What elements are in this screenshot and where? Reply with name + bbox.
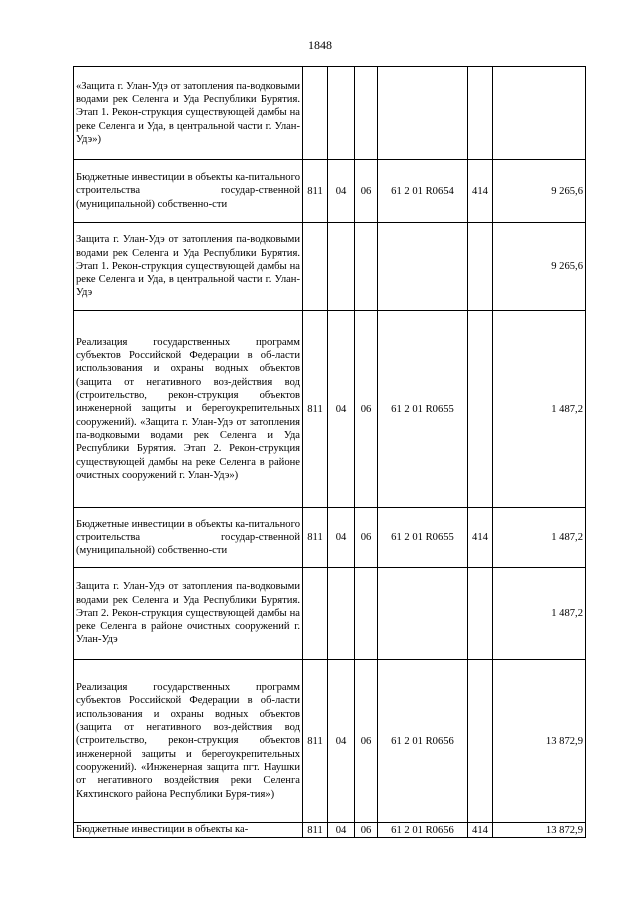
expense-type-cell: 414 xyxy=(468,508,493,568)
item-name-cell: Реализация государственных программ субъектов Российской Федерации в об-ласти использования и охраны водных объектов (защита от негативного воз-действия вод (строительство, рекон-струкция объектов инженерной защиты и берегоукрепительных сооружений). «Защита г. Улан-Удэ от затопления па-водковыми водами рек Селенга и Уда Республики Бурятия. Этап 2. Рекон-струкция существующей дамбы на реке Селенга в районе очистных сооружений г. Улан-Удэ») xyxy=(74,311,303,508)
target-article-cell xyxy=(378,67,468,160)
subsection-code-cell: 06 xyxy=(355,160,378,223)
expense-type-cell xyxy=(468,660,493,823)
table-row xyxy=(74,823,586,838)
section-code-cell xyxy=(328,568,355,660)
table-row xyxy=(74,568,586,660)
table-row xyxy=(74,311,586,508)
expense-type-cell: 414 xyxy=(468,160,493,223)
section-code-cell xyxy=(328,67,355,160)
amount-cell: 9 265,6 xyxy=(493,160,586,223)
amount-cell: 1 487,2 xyxy=(493,568,586,660)
item-name-cell: Защита г. Улан-Удэ от затопления па-водковыми водами рек Селенга и Уда Республики Бурятия. Этап 2. Рекон-струкция существующей дамбы на реке Селенга в районе очистных сооружений г. Улан-Удэ xyxy=(74,568,303,660)
subsection-code-cell: 06 xyxy=(355,311,378,508)
expense-type-cell xyxy=(468,568,493,660)
amount-cell: 9 265,6 xyxy=(493,223,586,311)
subsection-code-cell xyxy=(355,223,378,311)
target-article-cell: 61 2 01 R0656 xyxy=(378,660,468,823)
ministry-code-cell: 811 xyxy=(303,311,328,508)
section-code-cell: 04 xyxy=(328,311,355,508)
item-name-cell: Реализация государственных программ субъектов Российской Федерации в об-ласти использования и охраны водных объектов (защита от негативного воз-действия вод (строительство, рекон-струкция объектов инженерной защиты и берегоукрепительных сооружений). «Инженерная защита пгт. Наушки от негативного воздействия реки Селенга Кяхтинского района Республики Буря-тия») xyxy=(74,660,303,823)
table-row xyxy=(74,660,586,823)
amount-cell: 1 487,2 xyxy=(493,311,586,508)
ministry-code-cell: 811 xyxy=(303,508,328,568)
ministry-code-cell: 811 xyxy=(303,160,328,223)
table-row xyxy=(74,160,586,223)
section-code-cell: 04 xyxy=(328,508,355,568)
expense-type-cell xyxy=(468,67,493,160)
ministry-code-cell xyxy=(303,568,328,660)
section-code-cell xyxy=(328,223,355,311)
section-code-cell: 04 xyxy=(328,160,355,223)
ministry-code-cell xyxy=(303,223,328,311)
item-name-cell: Бюджетные инвестиции в объекты ка-питального строительства государ-ственной (муниципальной) собственно-сти xyxy=(74,160,303,223)
amount-cell: 13 872,9 xyxy=(493,823,586,838)
page-number: 1848 xyxy=(308,38,332,52)
expense-type-cell xyxy=(468,311,493,508)
table-row xyxy=(74,508,586,568)
amount-cell: 1 487,2 xyxy=(493,508,586,568)
subsection-code-cell: 06 xyxy=(355,508,378,568)
expense-type-cell: 414 xyxy=(468,823,493,838)
ministry-code-cell xyxy=(303,67,328,160)
table-row xyxy=(74,223,586,311)
ministry-code-cell: 811 xyxy=(303,660,328,823)
ministry-code-cell: 811 xyxy=(303,823,328,838)
expense-type-cell xyxy=(468,223,493,311)
subsection-code-cell xyxy=(355,568,378,660)
target-article-cell: 61 2 01 R0656 xyxy=(378,823,468,838)
item-name-cell: Бюджетные инвестиции в объекты ка-питального строительства государ-ственной (муниципальной) собственно-сти xyxy=(74,508,303,568)
target-article-cell: 61 2 01 R0655 xyxy=(378,508,468,568)
subsection-code-cell: 06 xyxy=(355,660,378,823)
target-article-cell xyxy=(378,568,468,660)
section-code-cell: 04 xyxy=(328,660,355,823)
subsection-code-cell xyxy=(355,67,378,160)
target-article-cell: 61 2 01 R0655 xyxy=(378,311,468,508)
item-name-cell: Защита г. Улан-Удэ от затопления па-водковыми водами рек Селенга и Уда Республики Бурятия. Этап 1. Рекон-струкция существующей дамбы на реке Селенга и Уда, в центральной части г. Улан-Удэ xyxy=(74,223,303,311)
table-row xyxy=(74,67,586,160)
target-article-cell: 61 2 01 R0654 xyxy=(378,160,468,223)
amount-cell xyxy=(493,67,586,160)
target-article-cell xyxy=(378,223,468,311)
item-name-cell: Бюджетные инвестиции в объекты ка- xyxy=(74,823,303,838)
budget-table xyxy=(73,66,586,838)
section-code-cell: 04 xyxy=(328,823,355,838)
item-name-cell: «Защита г. Улан-Удэ от затопления па-водковыми водами рек Селенга и Уда Республики Бурятия. Этап 1. Рекон-струкция существующей дамбы на реке Селенга и Уда, в центральной части г. Улан-Удэ») xyxy=(74,67,303,160)
amount-cell: 13 872,9 xyxy=(493,660,586,823)
subsection-code-cell: 06 xyxy=(355,823,378,838)
